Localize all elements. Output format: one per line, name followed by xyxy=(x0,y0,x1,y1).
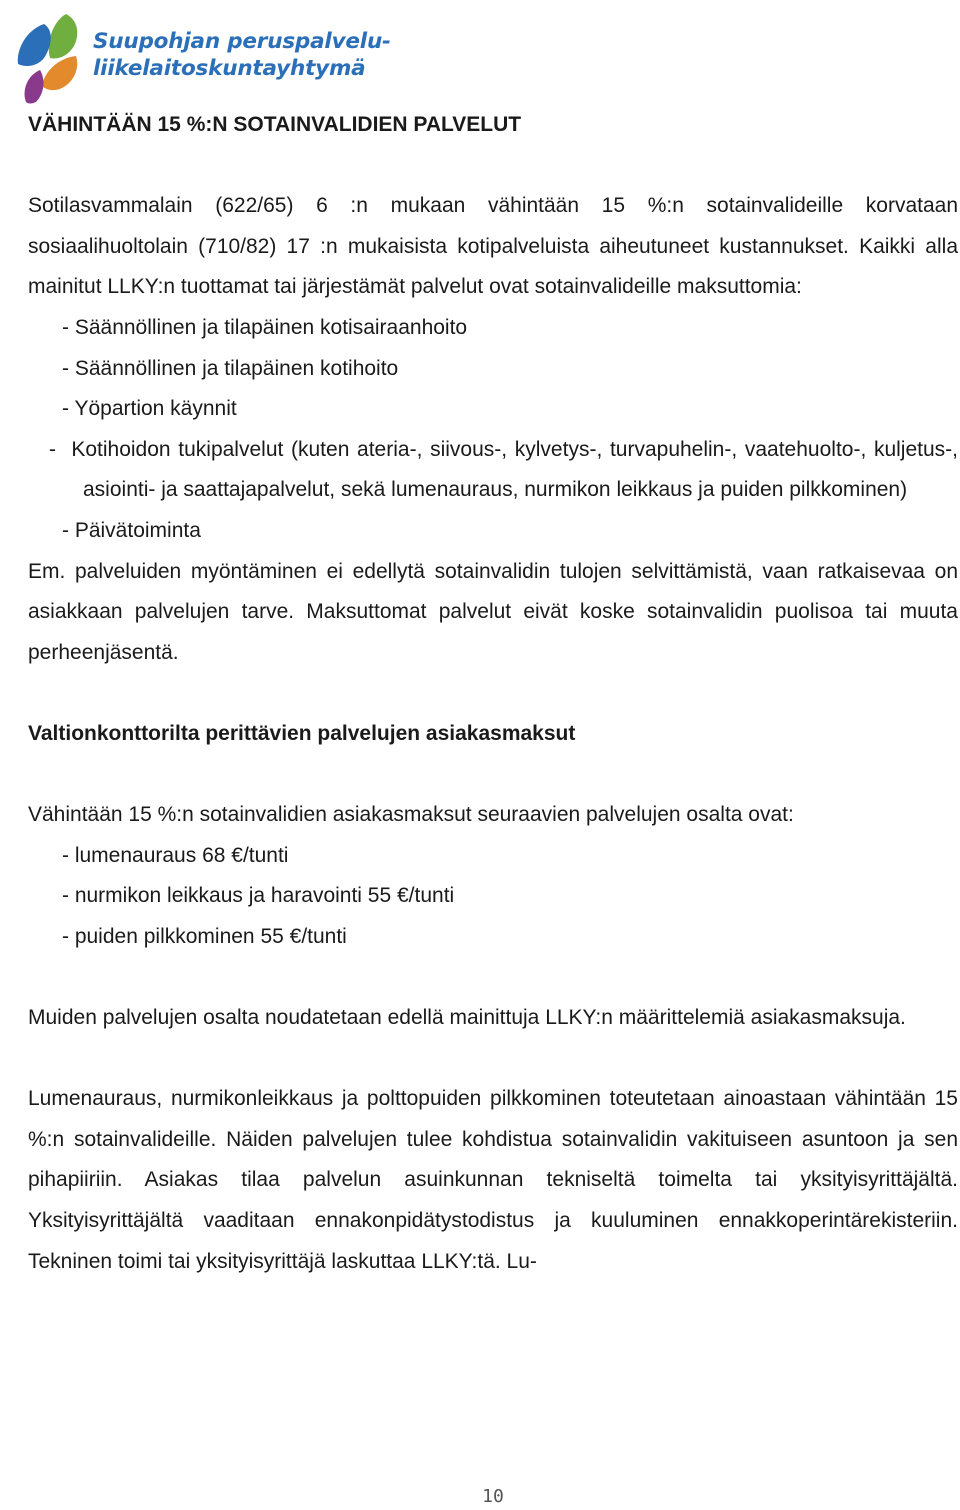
logo-wordmark xyxy=(93,28,391,82)
section-heading-sotainvalidit: VÄHINTÄÄN 15 %:N SOTAINVALIDIEN PALVELUT xyxy=(28,113,522,136)
section-heading-asiakasmaksut: Valtionkonttorilta perittävien palvelujen asiakasmaksut xyxy=(28,721,576,745)
document-body xyxy=(28,105,958,1282)
spacer xyxy=(28,1039,958,1080)
leaf-logo-icon xyxy=(14,12,80,104)
spacer xyxy=(28,755,958,796)
page-number: 10 xyxy=(482,1486,504,1507)
list-item: - puiden pilkkominen 55 €/tunti xyxy=(62,924,347,948)
other-services-paragraph: Muiden palvelujen osalta noudatetaan edellä mainittuja LLKY:n määrittelemiä asiakasmaksuja. xyxy=(28,1006,906,1030)
snow-lawn-paragraph: Lumenauraus, nurmikonleikkaus ja polttopuiden pilkkominen toteutetaan ainoastaan vähintään 15 %:n sotainvalideille. Näiden palvelujen tulee kohdistua sotainvalidin vakituiseen asuntoon ja sen pihapiiriin. Asiakas tilaa palvelun asuinkunnan tekniseltä toimelta tai yksityisyrittäjältä. Yksityisyrittäjältä vaaditaan ennakonpidätystodistus ja kuuluminen ennakkoperintärekisteriin. Tekninen toimi tai yksityisyrittäjä laskuttaa LLKY:tä. Lu- xyxy=(28,1087,958,1273)
organization-logo xyxy=(14,12,391,104)
spacer xyxy=(28,673,958,714)
list-item: - Säännöllinen ja tilapäinen kotisairaanhoito xyxy=(62,315,468,339)
list-item: - nurmikon leikkaus ja haravointi 55 €/tunti xyxy=(62,884,455,908)
intro-paragraph: Sotilasvammalain (622/65) 6 :n mukaan vähintään 15 %:n sotainvalideille korvataan sosiaalihuoltolain (710/82) 17 :n mukaisista kotipalveluista aiheutuneet kustannukset. Kaikki alla mainitut LLKY:n tuottamat tai järjestämät palvelut ovat sotainvalideille maksuttomia: xyxy=(28,194,958,299)
list-item: - Säännöllinen ja tilapäinen kotihoito xyxy=(62,356,399,380)
list-item: - Yöpartion käynnit xyxy=(62,397,237,421)
fees-intro-paragraph: Vähintään 15 %:n sotainvalidien asiakasmaksut seuraavien palvelujen osalta ovat: xyxy=(28,803,794,827)
logo-line-2: liikelaitoskuntayhtymä xyxy=(93,56,366,81)
list-item: - lumenauraus 68 €/tunti xyxy=(62,843,289,867)
list-item: - Päivätoiminta xyxy=(62,518,201,542)
logo-line-1: Suupohjan peruspalvelu- xyxy=(93,29,391,54)
closing-paragraph: Em. palveluiden myöntäminen ei edellytä sotainvalidin tulojen selvittämistä, vaan ratkaisevaa on asiakkaan palvelujen tarve. Maksuttomat palvelut eivät koske sotainvalidin puolisoa tai muuta perheenjäsentä. xyxy=(28,559,958,664)
list-item: - Kotihoidon tukipalvelut (kuten ateria-, siivous-, kylvetys-, turvapuhelin-, vaatehuolto-, kuljetus-, asiointi- ja saattajapalvelut, sekä lumenauraus, nurmikon leikkaus ja puiden pilkkominen) xyxy=(49,437,958,502)
spacer xyxy=(28,957,958,998)
spacer xyxy=(28,146,958,187)
